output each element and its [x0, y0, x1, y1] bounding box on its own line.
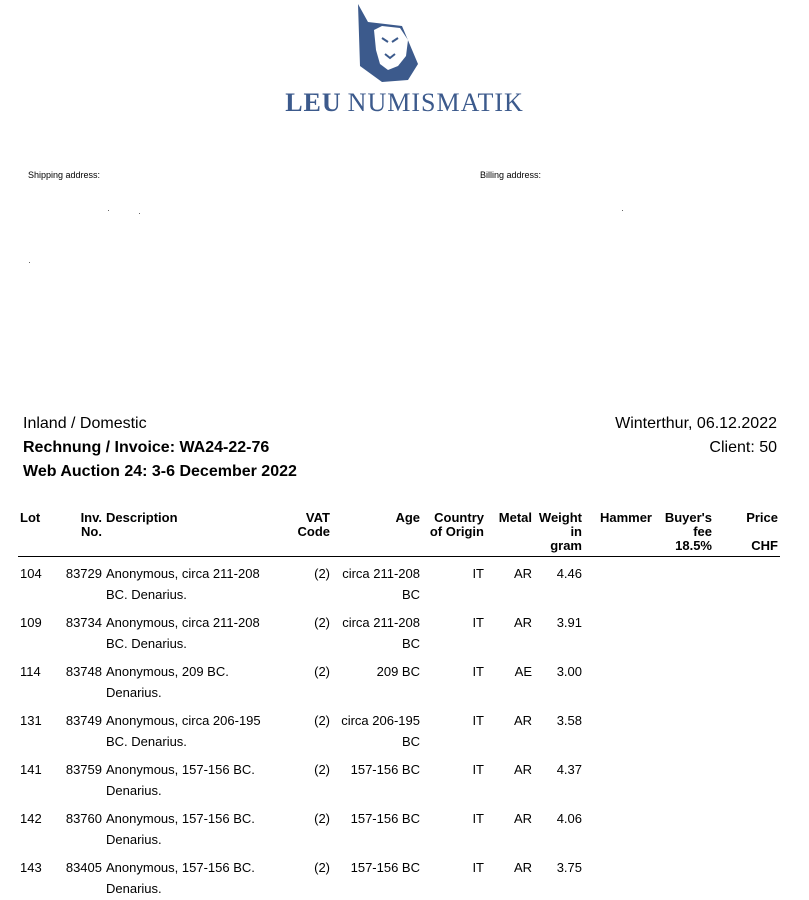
table-row [18, 557, 780, 607]
cell-description: Anonymous, circa 206-195 BC. Denarius. [106, 713, 261, 749]
cell-lot: 143 [20, 860, 42, 875]
cell-description: Anonymous, 157-156 BC. Denarius. [106, 762, 255, 798]
cell-weight: 3.00 [556, 664, 582, 679]
brand-name-bold: LEU [285, 88, 342, 117]
cell-age: circa 206-195 BC [341, 713, 420, 749]
cell-weight: 3.58 [556, 713, 582, 728]
cell-metal: AR [513, 860, 532, 875]
cell-fee [654, 606, 714, 655]
col-header-buyers-fee: Buyer's fee 18.5% [654, 509, 714, 557]
table-row [18, 753, 780, 802]
col-header-country: Country of Origin [422, 509, 486, 557]
cell-hammer [584, 753, 654, 802]
cell-lot: 141 [20, 762, 42, 777]
cell-country: IT [472, 713, 484, 728]
cell-age: circa 211-208 BC [342, 566, 420, 602]
table-row [18, 606, 780, 655]
cell-metal: AR [513, 811, 532, 826]
cell-lot: 109 [20, 615, 42, 630]
cell-vat: (2) [314, 566, 330, 581]
cell-fee [654, 704, 714, 753]
cell-description: Anonymous, 157-156 BC. Denarius. [106, 860, 255, 896]
cell-inv: 83749 [65, 713, 102, 728]
cell-price [714, 802, 780, 851]
col-header-lot: Lot [18, 509, 56, 557]
client-number: Client: 50 [709, 439, 777, 456]
cell-fee [654, 753, 714, 802]
table-row [18, 802, 780, 851]
cell-hammer [584, 557, 654, 607]
brand-name-regular: NUMISMATIK [347, 88, 524, 117]
cell-inv: 83734 [65, 615, 102, 630]
cell-country: IT [472, 811, 484, 826]
cell-inv: 83760 [65, 811, 102, 826]
company-logo [0, 0, 809, 130]
cell-hammer [584, 655, 654, 704]
cell-country: IT [472, 615, 484, 630]
cell-vat: (2) [314, 860, 330, 875]
cell-lot: 131 [20, 713, 42, 728]
col-header-weight: Weight in gram [534, 509, 584, 557]
cell-lot: 114 [20, 664, 41, 679]
invoice-place-date: Winterthur, 06.12.2022 [615, 415, 777, 432]
cell-fee [654, 557, 714, 607]
cell-weight: 3.75 [556, 860, 582, 875]
price-currency: CHF [751, 538, 778, 553]
cell-metal: AR [513, 615, 532, 630]
cell-age: 157-156 BC [350, 860, 420, 875]
brand-wordmark [0, 88, 809, 118]
cell-metal: AR [513, 713, 532, 728]
cell-description: Anonymous, circa 211-208 BC. Denarius. [106, 615, 260, 651]
cell-fee [654, 802, 714, 851]
col-header-metal: Metal [486, 509, 534, 557]
cell-price [714, 704, 780, 753]
cell-vat: (2) [314, 713, 330, 728]
cell-country: IT [472, 664, 484, 679]
cell-inv: 83748 [65, 664, 102, 679]
cell-weight: 4.37 [556, 762, 582, 777]
invoice-header-right [615, 414, 777, 462]
cell-price [714, 557, 780, 607]
col-header-inv-no: Inv. No. [56, 509, 104, 557]
cell-metal: AR [513, 762, 532, 777]
cell-metal: AE [514, 664, 532, 679]
scan-speck [108, 210, 109, 211]
lion-head-logo-icon [352, 4, 424, 84]
cell-weight: 3.91 [556, 615, 582, 630]
cell-country: IT [472, 566, 484, 581]
scan-speck [622, 210, 623, 211]
invoice-items-table [18, 509, 780, 900]
col-header-description: Description [104, 509, 268, 557]
cell-description: Anonymous, 209 BC. Denarius. [106, 664, 229, 700]
cell-vat: (2) [314, 664, 330, 679]
cell-inv: 83759 [65, 762, 102, 777]
cell-hammer [584, 704, 654, 753]
cell-vat: (2) [314, 615, 330, 630]
invoice-title: Rechnung / Invoice: WA24-22-76 [23, 439, 270, 456]
billing-address-label: Billing address: [480, 170, 542, 180]
auction-title: Web Auction 24: 3-6 December 2022 [23, 463, 297, 480]
cell-fee [654, 851, 714, 900]
cell-fee [654, 655, 714, 704]
cell-price [714, 655, 780, 704]
table-row [18, 655, 780, 704]
cell-vat: (2) [314, 811, 330, 826]
cell-description: Anonymous, 157-156 BC. Denarius. [106, 811, 255, 847]
cell-description: Anonymous, circa 211-208 BC. Denarius. [106, 566, 260, 602]
col-header-hammer: Hammer [584, 509, 654, 557]
cell-inv: 83405 [65, 860, 102, 875]
scan-speck [29, 262, 30, 263]
col-header-price [714, 509, 780, 557]
table-row [18, 704, 780, 753]
cell-age: 157-156 BC [350, 811, 420, 826]
cell-age: 209 BC [376, 664, 420, 679]
invoice-region: Inland / Domestic [23, 415, 147, 432]
cell-metal: AR [513, 566, 532, 581]
cell-hammer [584, 802, 654, 851]
cell-lot: 104 [20, 566, 42, 581]
cell-age: 157-156 BC [350, 762, 420, 777]
cell-vat: (2) [314, 762, 330, 777]
col-header-vat-code: VAT Code [268, 509, 332, 557]
cell-price [714, 753, 780, 802]
table-header-row [18, 509, 780, 557]
cell-age: circa 211-208 BC [342, 615, 420, 651]
price-label: Price [746, 510, 778, 525]
cell-weight: 4.06 [556, 811, 582, 826]
scan-speck [139, 213, 140, 214]
cell-hammer [584, 606, 654, 655]
cell-hammer [584, 851, 654, 900]
cell-weight: 4.46 [556, 566, 582, 581]
cell-inv: 83729 [65, 566, 102, 581]
col-header-age: Age [332, 509, 422, 557]
cell-lot: 142 [20, 811, 42, 826]
invoice-header-left [23, 414, 297, 486]
shipping-address-label: Shipping address: [28, 170, 101, 180]
cell-price [714, 606, 780, 655]
table-row [18, 851, 780, 900]
cell-country: IT [472, 860, 484, 875]
cell-country: IT [472, 762, 484, 777]
cell-price [714, 851, 780, 900]
